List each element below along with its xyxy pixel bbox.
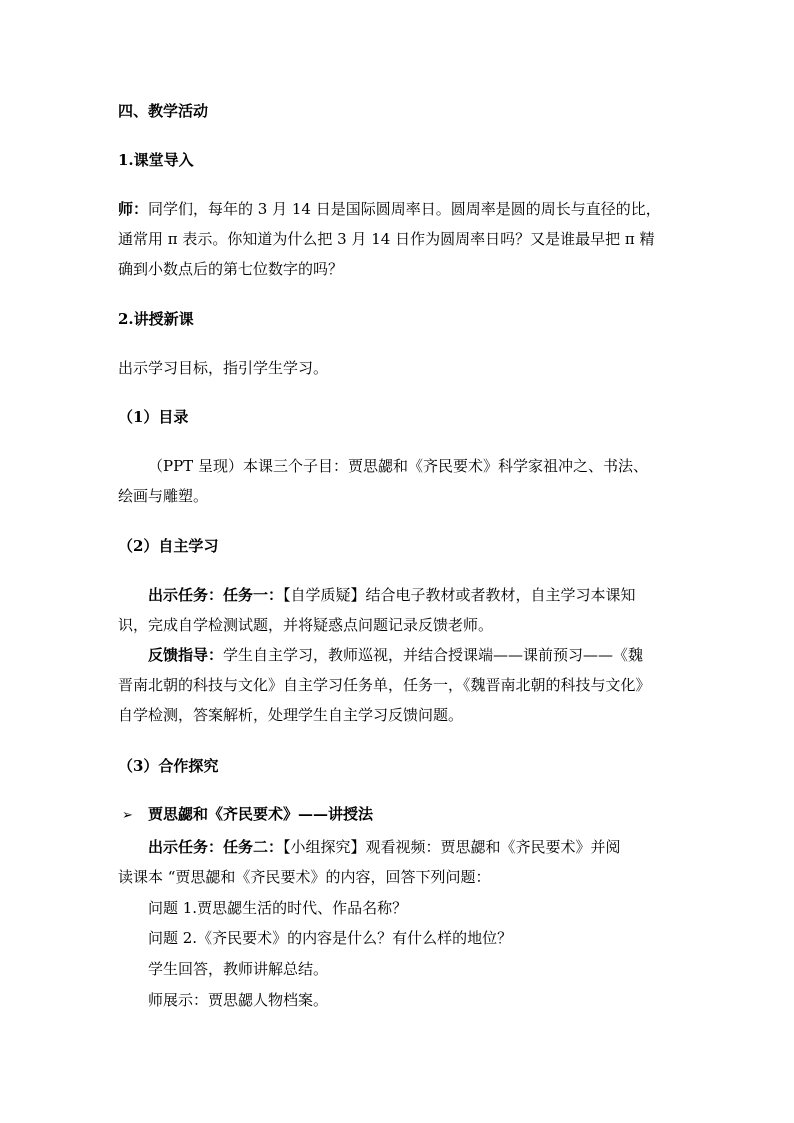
subsection-title-new-lesson: 2.讲授新课 — [118, 310, 194, 328]
paragraph-feedback-line-1 — [148, 645, 643, 665]
task-label: 出示任务：任务二： — [148, 838, 284, 856]
task-label: 出示任务：任务一： — [148, 586, 284, 604]
subsubsection-title-contents: （1）目录 — [118, 408, 189, 426]
bullet-arrow-icon: ➢ — [122, 808, 133, 823]
paragraph-text: 同学们，每年的 3 月 14 日是国际圆周率日。圆周率是圆的周长与直径的比， — [148, 200, 661, 218]
speaker-label: 师： — [118, 200, 149, 218]
paragraph-intro-line-3: 确到小数点后的第七位数字的吗？ — [118, 260, 344, 278]
paragraph-goals: 出示学习目标，指引学生学习。 — [118, 359, 329, 377]
paragraph-contents-line-2: 绘画与雕塑。 — [118, 487, 209, 505]
paragraph-answer: 学生回答，教师讲解总结。 — [148, 960, 329, 978]
bullet-text: 贾思勰和《齐民要术》——讲授法 — [148, 805, 374, 823]
paragraph-feedback-line-2: 晋南北朝的科技与文化》自主学习任务单，任务一，《魏晋南北朝的科技与文化》 — [118, 676, 651, 694]
paragraph-task1-line-2: 识，完成自学检测试题，并将疑惑点问题记录反馈老师。 — [118, 616, 494, 634]
paragraph-task2-line-1 — [148, 837, 621, 857]
subsubsection-title-self-study: （2）自主学习 — [118, 537, 219, 555]
question-1: 问题 1.贾思勰生活的时代、作品名称？ — [148, 899, 408, 917]
subsection-title-intro: 1.课堂导入 — [118, 151, 194, 169]
section-heading: 四、教学活动 — [118, 102, 209, 120]
paragraph-text: 【小组探究】观看视频：贾思勰和《齐民要术》并阅 — [283, 838, 621, 856]
paragraph-text: 学生自主学习，教师巡视，并结合授课端——课前预习——《魏 — [223, 646, 644, 664]
bullet-item — [122, 804, 373, 826]
paragraph-intro-line-2: 通常用 π 表示。你知道为什么把 3 月 14 日作为圆周率日吗？又是谁最早把 π 精 — [118, 230, 655, 248]
feedback-label: 反馈指导： — [148, 646, 224, 664]
paragraph-text: 【自学质疑】结合电子教材或者教材，自主学习本课知 — [283, 586, 636, 604]
paragraph-feedback-line-3: 自学检测，答案解析，处理学生自主学习反馈问题。 — [118, 706, 464, 724]
paragraph-task1-line-1 — [148, 585, 636, 605]
paragraph-task2-line-2: 读课本 “贾思勰和《齐民要术》的内容，回答下列问题： — [118, 868, 491, 886]
paragraph-intro-line-1 — [118, 199, 661, 219]
subsubsection-title-cooperative: （3）合作探究 — [118, 757, 219, 775]
paragraph-profile: 师展示：贾思勰人物档案。 — [148, 991, 329, 1009]
paragraph-contents-line-1: （PPT 呈现）本课三个子目：贾思勰和《齐民要术》科学家祖冲之、书法、 — [148, 457, 648, 475]
question-2: 问题 2.《齐民要术》的内容是什么？有什么样的地位？ — [148, 929, 513, 947]
